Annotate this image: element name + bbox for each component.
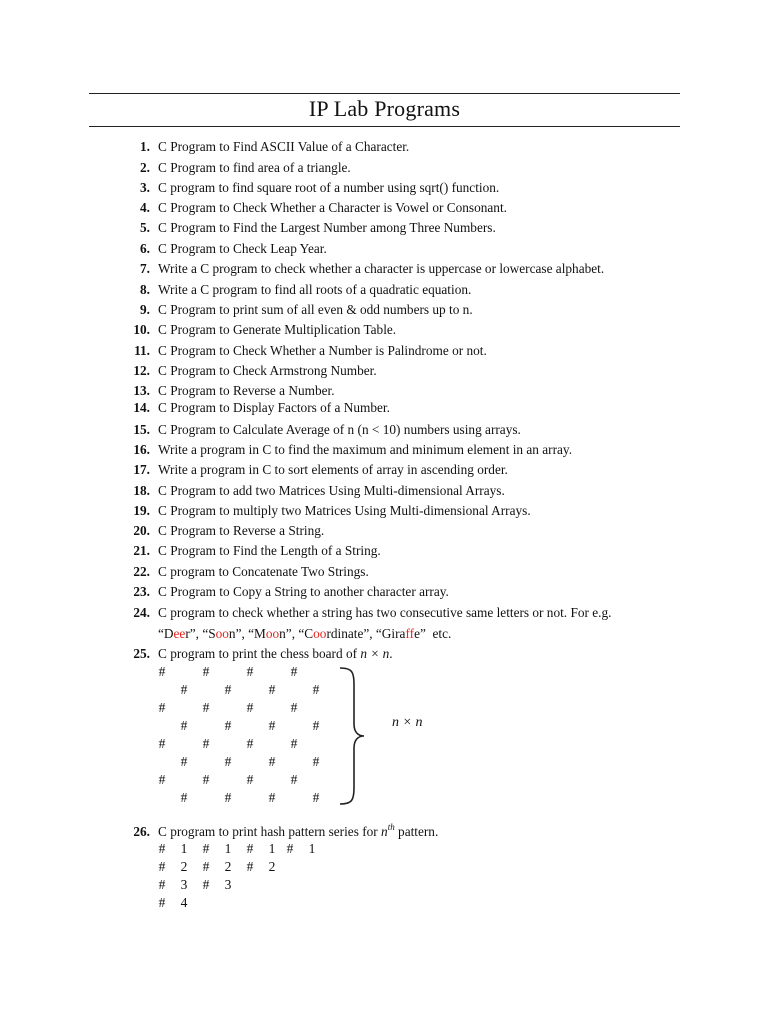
item-text: C Program to Check Armstrong Number. (158, 363, 377, 378)
chess-hash-cell: # (268, 754, 276, 769)
pattern-hash: # (246, 859, 254, 874)
item-number: 10. (133, 322, 150, 337)
pattern-number: 2 (224, 859, 232, 874)
list-item-25 (0, 644, 768, 664)
math-n-times-n: n × n (360, 646, 390, 661)
item-number: 2. (140, 160, 150, 175)
chess-hash-cell: # (180, 682, 188, 697)
list-item-19 (0, 501, 768, 521)
item-number: 14. (133, 400, 150, 415)
chess-hash-cell: # (180, 790, 188, 805)
example-moon: “Moon”, (248, 626, 299, 641)
item-text: C program to check whether a string has two consecutive same letters or not. For e.g. (158, 605, 612, 620)
list-item-24 (0, 603, 768, 623)
math-n-th: $n^{th}$ (381, 822, 395, 839)
chess-hash-cell: # (158, 664, 166, 679)
example-coordinate: “Coordinate”, (298, 626, 376, 641)
chess-hash-cell: # (312, 682, 320, 697)
item-number: 18. (133, 483, 150, 498)
item-text: C Program to Find the Largest Number among Three Numbers. (158, 220, 496, 235)
item-number: 16. (133, 442, 150, 457)
item-number: 6. (140, 241, 150, 256)
chess-hash-cell: # (268, 718, 276, 733)
chess-size-label: n × n (392, 715, 423, 730)
pattern-number: 4 (180, 895, 188, 910)
item-number: 20. (133, 523, 150, 538)
chess-hash-cell: # (246, 772, 254, 787)
item-number: 1. (140, 139, 150, 154)
item-text: C Program to Reverse a String. (158, 523, 325, 538)
item-text: C Program to print sum of all even & odd numbers up to n. (158, 302, 473, 317)
chess-hash-cell: # (180, 718, 188, 733)
chess-hash-cell: # (290, 664, 298, 679)
list-item-11 (0, 341, 768, 361)
list-item-26 (0, 822, 768, 842)
pattern-number: 2 (180, 859, 188, 874)
chess-hash-cell: # (268, 790, 276, 805)
chess-hash-cell: # (290, 736, 298, 751)
item-number: 8. (140, 282, 150, 297)
chess-hash-cell: # (202, 700, 210, 715)
chess-hash-cell: # (246, 736, 254, 751)
chess-hash-cell: # (224, 718, 232, 733)
item-number: 13. (133, 383, 150, 398)
list-item-23 (0, 582, 768, 602)
list-item-14 (0, 398, 768, 418)
chess-hash-cell: # (246, 700, 254, 715)
pattern-number: 1 (268, 841, 276, 856)
chess-hash-cell: # (290, 772, 298, 787)
list-item-20 (0, 521, 768, 541)
item-text: C program to Concatenate Two Strings. (158, 564, 369, 579)
item-number: 21. (133, 543, 150, 558)
item-number: 23. (133, 584, 150, 599)
item-text: C Program to multiply two Matrices Using Multi-dimensional Arrays. (158, 503, 531, 518)
item-text: C Program to Display Factors of a Number. (158, 400, 390, 415)
chess-hash-cell: # (224, 754, 232, 769)
chess-hash-cell: # (158, 772, 166, 787)
item-24-examples: “Deer”, “Soon”, “Moon”, “Coordinate”, “Giraffe” etc. (158, 626, 452, 641)
item-text: C Program to Find ASCII Value of a Character. (158, 139, 410, 154)
list-item-21 (0, 541, 768, 561)
item-text: C Program to find area of a triangle. (158, 160, 351, 175)
chess-hash-cell: # (202, 772, 210, 787)
item-text: C Program to add two Matrices Using Multi-dimensional Arrays. (158, 483, 505, 498)
item-number: 15. (133, 422, 150, 437)
chess-hash-cell: # (180, 754, 188, 769)
item-text: C program to find square root of a number using sqrt() function. (158, 180, 500, 195)
item-text: C program to print the chess board of n × n. (158, 646, 393, 661)
list-item-15 (0, 420, 768, 440)
item-text: C Program to Check Leap Year. (158, 241, 327, 256)
pattern-number: 1 (308, 841, 316, 856)
item-text: C Program to Check Whether a Character is Vowel or Consonant. (158, 200, 507, 215)
pattern-hash: # (202, 859, 210, 874)
example-soon: “Soon”, (202, 626, 249, 641)
page-title: IP Lab Programs (308, 96, 461, 121)
pattern-number: 3 (180, 877, 188, 892)
example-giraffe: “Giraffe” (375, 626, 426, 641)
item-number: 5. (140, 220, 150, 235)
example-deer: “Deer”, (158, 626, 203, 641)
list-item-10 (0, 320, 768, 340)
list-item-18 (0, 481, 768, 501)
pattern-number: 3 (224, 877, 232, 892)
pattern-number: 1 (224, 841, 232, 856)
item-number: 7. (140, 261, 150, 276)
pattern-number: 2 (268, 859, 276, 874)
item-text: Write a program in C to find the maximum and minimum element in an array. (158, 442, 573, 457)
list-item-1 (0, 137, 768, 157)
list-item-16 (0, 440, 768, 460)
chess-hash-cell: # (224, 790, 232, 805)
list-item-5 (0, 218, 768, 238)
item-number: 22. (133, 564, 150, 579)
pattern-hash: # (202, 877, 210, 892)
list-item-4 (0, 198, 768, 218)
pattern-hash: # (158, 877, 166, 892)
item-text: C Program to Find the Length of a String. (158, 543, 381, 558)
chess-hash-cell: # (312, 754, 320, 769)
item-text: Write a program in C to sort elements of array in ascending order. (158, 462, 508, 477)
item-number: 17. (133, 462, 150, 477)
item-number: 9. (140, 302, 150, 317)
item-number: 25. (133, 646, 150, 661)
list-item-12 (0, 361, 768, 381)
curly-brace-icon (336, 666, 366, 806)
list-item-2 (0, 158, 768, 178)
item-number: 19. (133, 503, 150, 518)
list-item-17 (0, 460, 768, 480)
item-text: C program to print hash pattern series for $n^{th}$ pattern. (158, 822, 439, 839)
item-text: C Program to Reverse a Number. (158, 383, 335, 398)
item-text: Write a C program to find all roots of a quadratic equation. (158, 282, 472, 297)
item-number: 24. (133, 605, 150, 620)
list-item-7 (0, 259, 768, 279)
item-number: 4. (140, 200, 150, 215)
chess-hash-cell: # (202, 664, 210, 679)
list-item-9 (0, 300, 768, 320)
chess-hash-cell: # (312, 790, 320, 805)
pattern-hash: # (286, 841, 294, 856)
pattern-number: 1 (180, 841, 188, 856)
item-number: 3. (140, 180, 150, 195)
item-text: C Program to Check Whether a Number is Palindrome or not. (158, 343, 487, 358)
list-item-6 (0, 239, 768, 259)
item-text: C Program to Generate Multiplication Table. (158, 322, 397, 337)
chess-hash-cell: # (312, 718, 320, 733)
item-text: C Program to Copy a String to another character array. (158, 584, 449, 599)
chess-hash-cell: # (290, 700, 298, 715)
chess-hash-cell: # (158, 700, 166, 715)
list-item-22 (0, 562, 768, 582)
list-item-13 (0, 381, 768, 401)
chess-hash-cell: # (224, 682, 232, 697)
item-number: 11. (134, 343, 150, 358)
pattern-hash: # (158, 841, 166, 856)
chess-hash-cell: # (158, 736, 166, 751)
pattern-hash: # (158, 895, 166, 910)
pattern-hash: # (158, 859, 166, 874)
list-item-8 (0, 280, 768, 300)
item-text: C Program to Calculate Average of n (n < 10) numbers using arrays. (158, 422, 521, 437)
item-text: Write a C program to check whether a character is uppercase or lowercase alphabet. (158, 261, 605, 276)
item-number: 12. (133, 363, 150, 378)
item-number: 26. (133, 824, 150, 839)
pattern-hash: # (202, 841, 210, 856)
chess-hash-cell: # (268, 682, 276, 697)
chess-hash-cell: # (246, 664, 254, 679)
pattern-hash: # (246, 841, 254, 856)
list-item-3 (0, 178, 768, 198)
chess-hash-cell: # (202, 736, 210, 751)
